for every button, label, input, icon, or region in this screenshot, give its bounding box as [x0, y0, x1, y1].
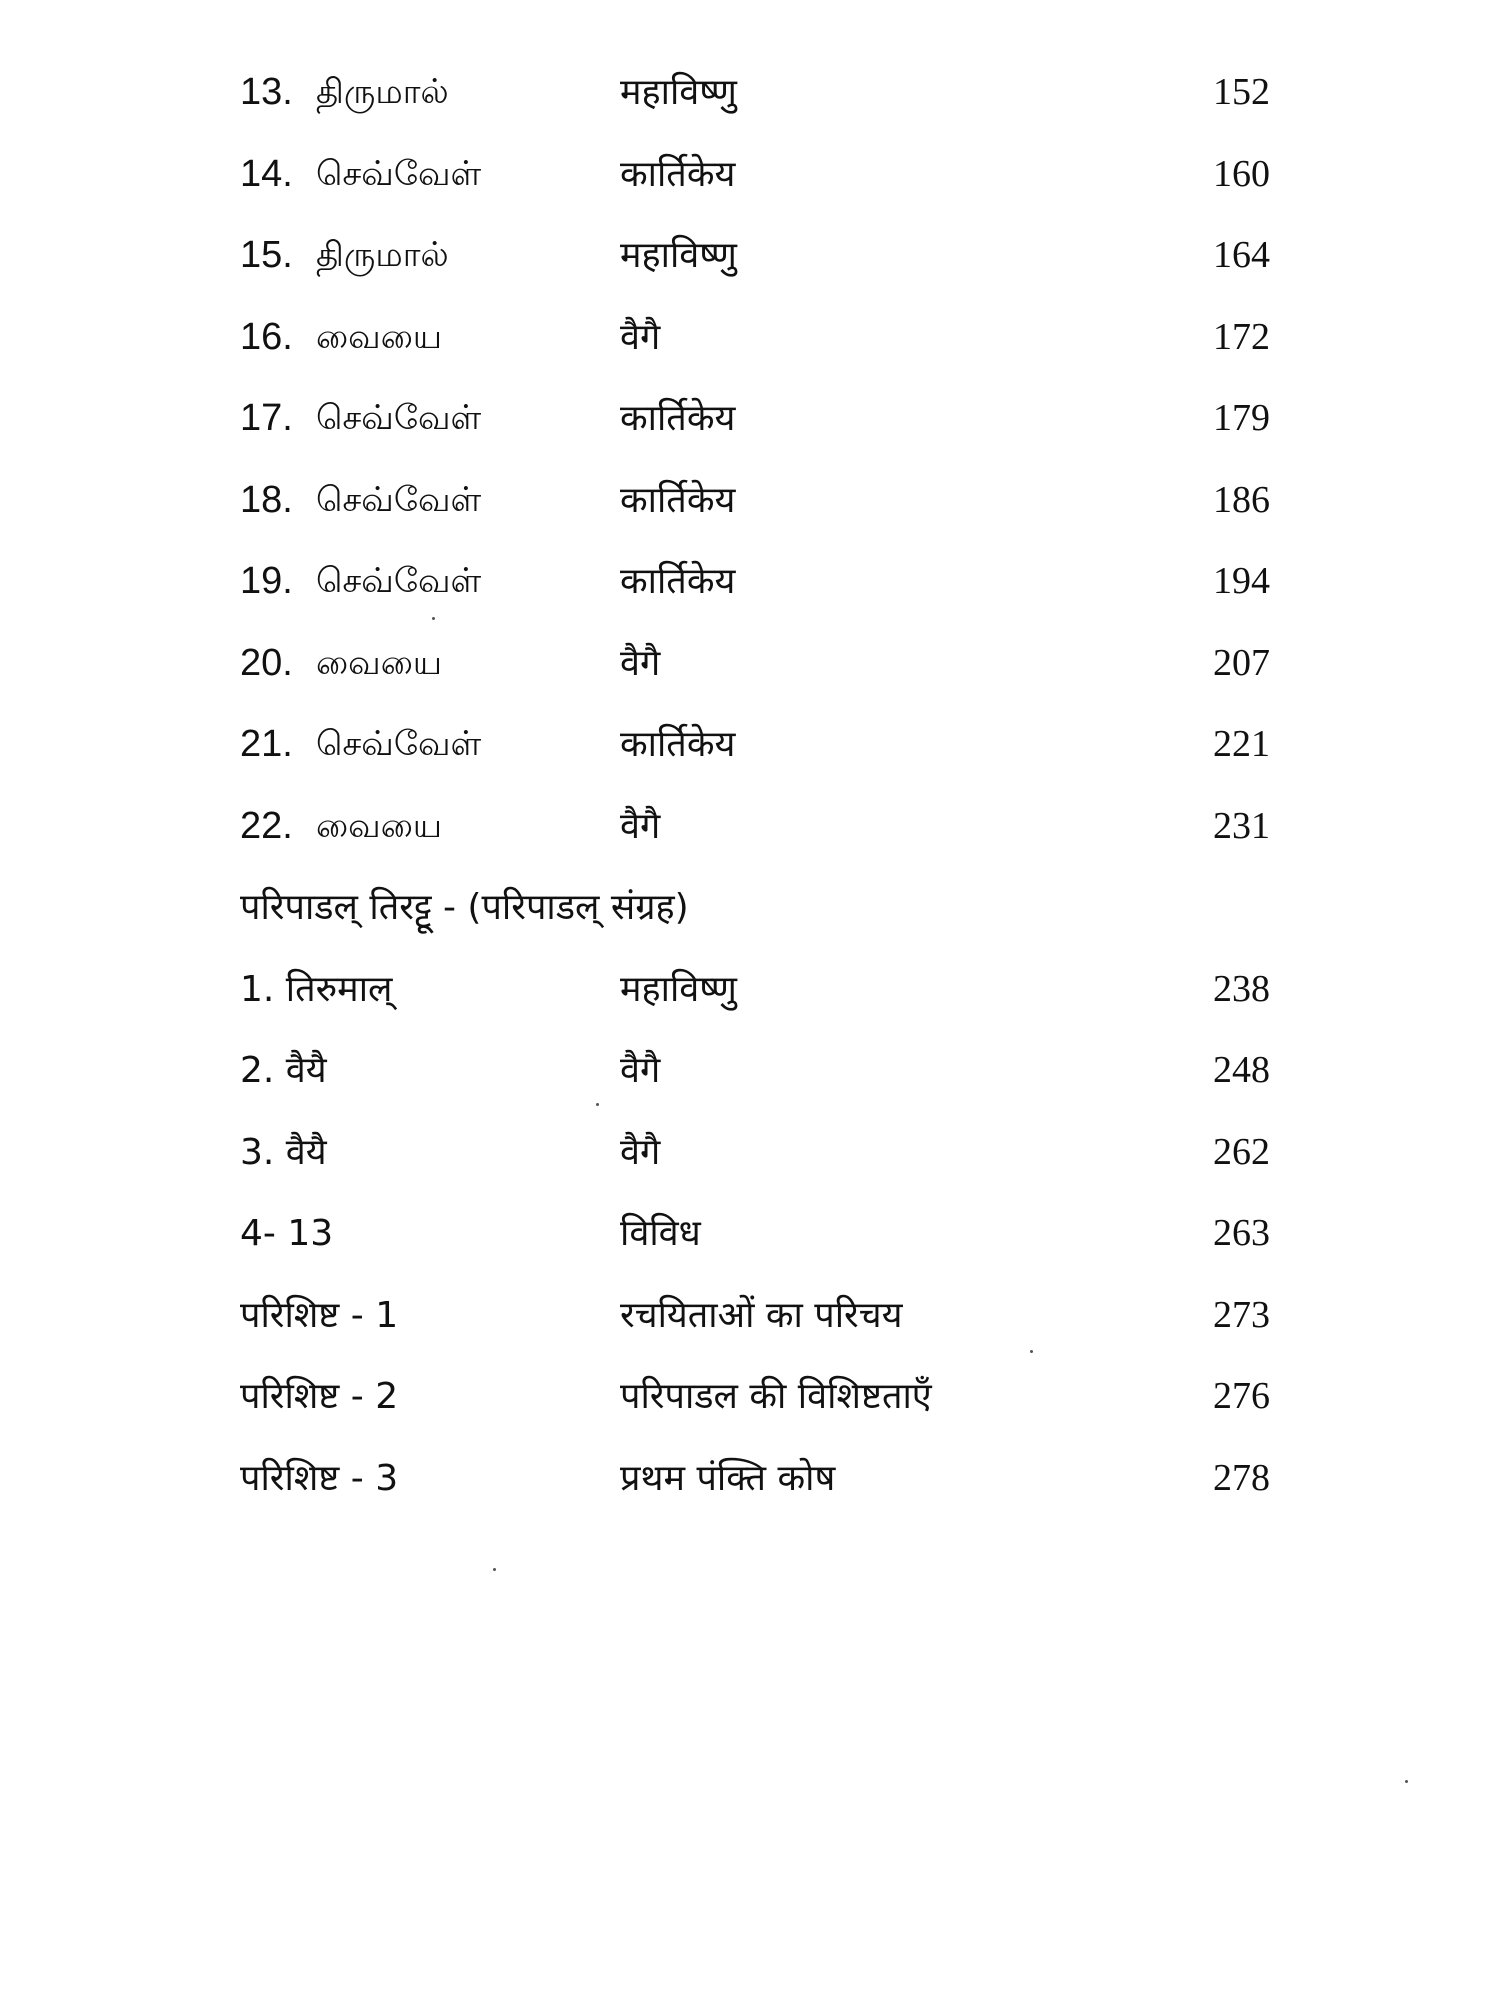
page-number: 179	[1213, 397, 1270, 439]
entry-title: 4- 13	[240, 1213, 334, 1254]
page-number: 172	[1213, 315, 1270, 358]
toc-row	[240, 134, 1290, 216]
page-number: 207	[1213, 641, 1270, 684]
toc-row	[240, 1030, 1290, 1112]
scan-speck	[432, 617, 435, 620]
hindi-title: कार्तिकेय	[620, 724, 736, 765]
toc-row	[240, 623, 1290, 705]
hindi-title: महाविष्णु	[620, 235, 737, 276]
scan-speck	[596, 1103, 599, 1106]
hindi-title: वैगै	[620, 642, 661, 684]
hindi-title: परिपाडल की विशिष्टताएँ	[620, 1376, 932, 1417]
hindi-title: वैगै	[620, 805, 661, 847]
toc-row	[240, 52, 1290, 134]
hindi-title: महाविष्णु	[620, 968, 737, 1010]
tamil-title: செவ்வேள்	[316, 479, 482, 520]
entry-number: 17.	[240, 397, 293, 439]
hindi-title: कार्तिकेय	[620, 398, 736, 439]
entry-number: 22.	[240, 804, 293, 847]
entry-title: परिशिष्ट - 2	[240, 1376, 399, 1417]
toc-row	[240, 949, 1290, 1031]
hindi-title: वैगै	[620, 316, 661, 358]
scan-speck	[1030, 1350, 1033, 1353]
entry-number: 18.	[240, 478, 293, 521]
entry-title: 1. तिरुमाल्	[240, 968, 393, 1010]
toc-row	[240, 541, 1290, 623]
page-number: 231	[1213, 804, 1270, 847]
entry-number: 15.	[240, 234, 293, 276]
entry-number: 13.	[240, 71, 293, 113]
scan-speck	[1405, 1780, 1408, 1783]
entry-number: 21.	[240, 723, 293, 765]
page-number: 152	[1213, 71, 1270, 113]
tamil-title: செவ்வேள்	[316, 398, 482, 438]
page-number: 160	[1213, 152, 1270, 195]
page-number: 278	[1213, 1456, 1270, 1499]
tamil-title: திருமால்	[316, 72, 449, 112]
hindi-title: प्रथम पंक्ति कोष	[620, 1457, 836, 1499]
hindi-title: विविध	[620, 1213, 701, 1254]
entry-number: 14.	[240, 152, 293, 195]
hindi-title: वैगै	[620, 1131, 661, 1173]
hindi-title: कार्तिकेय	[620, 561, 736, 602]
hindi-title: कार्तिकेय	[620, 153, 736, 195]
toc-row	[240, 1356, 1290, 1438]
toc-row	[240, 704, 1290, 786]
entry-title: परिशिष्ट - 3	[240, 1457, 399, 1499]
tamil-title: வையை	[316, 805, 443, 846]
entry-title: 2. वैयै	[240, 1050, 327, 1091]
toc-row	[240, 1193, 1290, 1275]
entry-number: 16.	[240, 315, 293, 358]
page-number: 186	[1213, 478, 1270, 521]
page-number: 263	[1213, 1212, 1270, 1254]
entry-number: 19.	[240, 560, 293, 602]
page-number: 262	[1213, 1130, 1270, 1173]
hindi-title: महाविष्णु	[620, 72, 737, 113]
toc-row	[240, 378, 1290, 460]
tamil-title: செவ்வேள்	[316, 724, 482, 764]
tamil-title: வையை	[316, 316, 443, 357]
toc-row	[240, 1275, 1290, 1357]
tamil-title: வையை	[316, 642, 443, 683]
toc-row	[240, 460, 1290, 542]
table-of-contents	[240, 52, 1290, 1519]
tamil-title: திருமால்	[316, 235, 449, 275]
toc-row	[240, 297, 1290, 379]
tamil-title: செவ்வேள்	[316, 561, 482, 601]
page-number: 273	[1213, 1293, 1270, 1336]
hindi-title: रचयिताओं का परिचय	[620, 1294, 903, 1336]
toc-row	[240, 1112, 1290, 1194]
page-number: 248	[1213, 1049, 1270, 1091]
page-number: 164	[1213, 234, 1270, 276]
page-number: 276	[1213, 1375, 1270, 1417]
page-number: 238	[1213, 967, 1270, 1010]
tamil-title: செவ்வேள்	[316, 153, 482, 194]
toc-row	[240, 1438, 1290, 1520]
scan-speck	[493, 1568, 496, 1571]
page-number: 221	[1213, 723, 1270, 765]
toc-row	[240, 786, 1290, 868]
hindi-title: कार्तिकेय	[620, 479, 736, 521]
page-number: 194	[1213, 560, 1270, 602]
toc-row	[240, 215, 1290, 297]
entry-title: 3. वैयै	[240, 1131, 327, 1173]
collection-heading: परिपाडल् तिरट्टू - (परिपाडल् संग्रह)	[240, 887, 689, 928]
entry-title: परिशिष्ट - 1	[240, 1294, 399, 1336]
hindi-title: वैगै	[620, 1050, 661, 1091]
entry-number: 20.	[240, 641, 293, 684]
